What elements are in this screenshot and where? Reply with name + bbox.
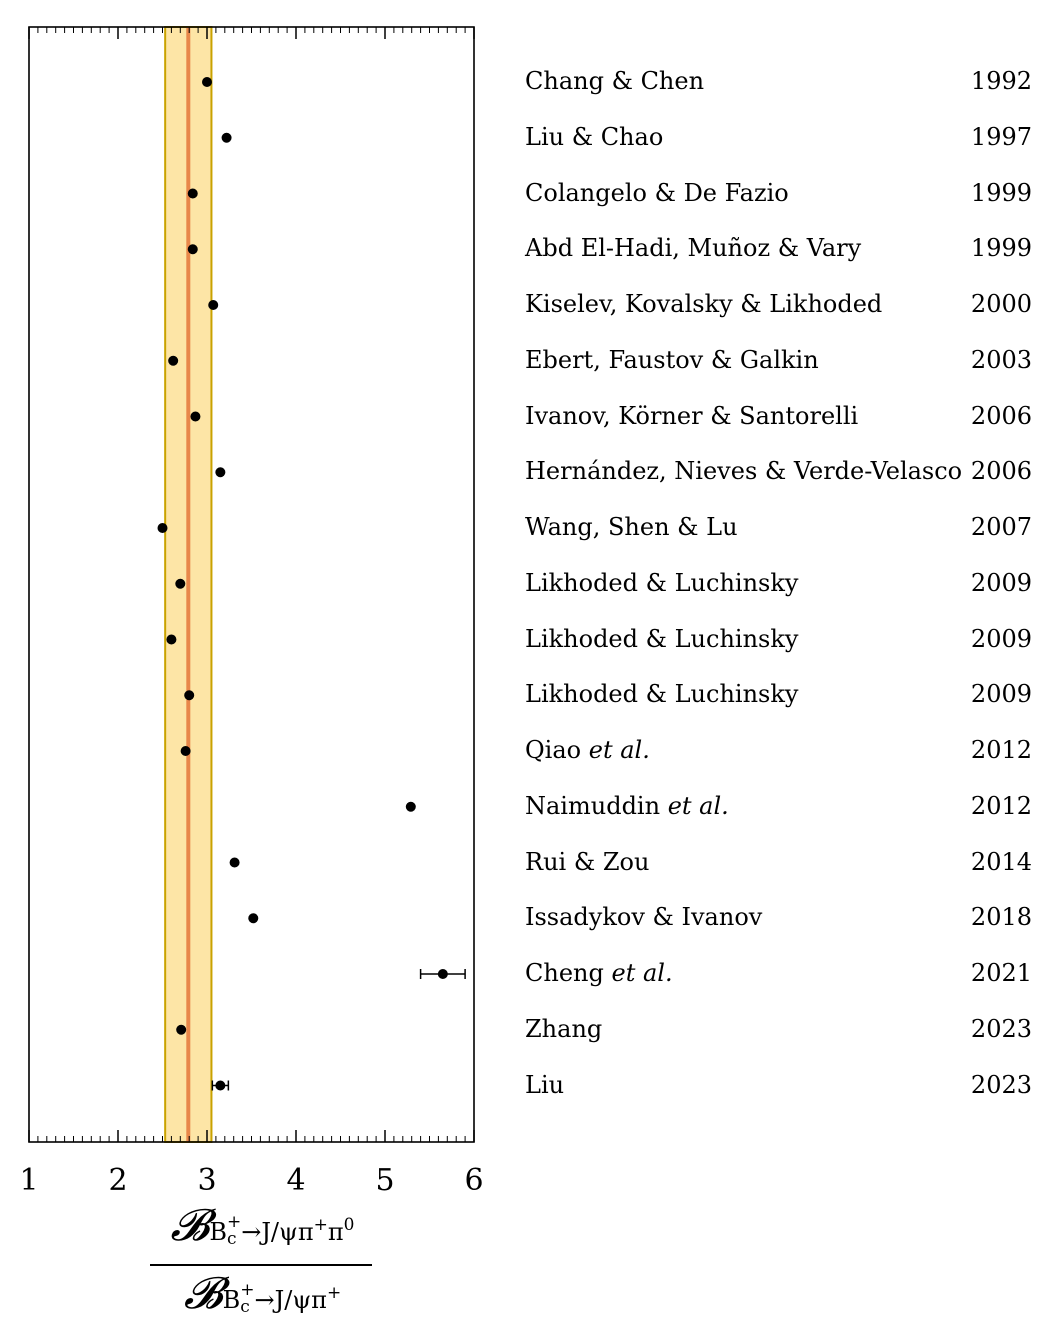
reference-author: Hernández, Nieves & Verde-Velasco (525, 457, 963, 486)
reference-year: 2006 (970, 401, 1032, 430)
x-tick-label: 3 (197, 1163, 217, 1198)
num-process: B (209, 1218, 227, 1246)
reference-author: Liu (525, 1070, 565, 1099)
num-pi2-sup: 0 (343, 1215, 355, 1235)
reference-row (0, 902, 1050, 932)
reference-author: Chang & Chen (525, 67, 705, 95)
x-axis-label-denominator (150, 1268, 375, 1319)
branching-symbol: 𝓑 (183, 1268, 223, 1319)
reference-row (0, 345, 1050, 375)
x-tick-label: 6 (464, 1163, 484, 1198)
den-process: B (222, 1286, 241, 1314)
reference-year: 2009 (970, 680, 1032, 709)
reference-year: 1997 (970, 122, 1032, 151)
num-final: →J/ψπ (241, 1218, 314, 1246)
reference-year: 1999 (970, 178, 1032, 207)
den-pi-sup: + (326, 1283, 342, 1303)
reference-row (0, 233, 1050, 263)
den-flavor: c (240, 1297, 250, 1317)
num-pi-sup: + (313, 1215, 328, 1235)
x-axis-label-numerator (150, 1200, 375, 1251)
reference-author: Likhoded & Luchinsky (525, 568, 799, 597)
x-tick-label: 1 (19, 1163, 39, 1198)
reference-author: Liu & Chao (525, 122, 664, 151)
reference-row (0, 66, 1050, 96)
reference-year: 1999 (970, 234, 1032, 263)
reference-row (0, 1014, 1050, 1044)
reference-year: 2003 (970, 345, 1032, 374)
reference-row (0, 847, 1050, 877)
reference-row (0, 512, 1050, 542)
reference-author: Likhoded & Luchinsky (525, 680, 799, 709)
reference-row (0, 679, 1050, 709)
reference-author: Zhang (525, 1014, 603, 1043)
reference-row (0, 735, 1050, 765)
reference-author: Naimuddin et al. (525, 791, 729, 820)
reference-author: Kiselev, Kovalsky & Likhoded (525, 290, 883, 318)
den-final: →J/ψπ (254, 1286, 327, 1314)
reference-row (0, 1070, 1050, 1100)
reference-row (0, 401, 1050, 431)
reference-author: Likhoded & Luchinsky (525, 624, 799, 653)
reference-author: Wang, Shen & Lu (525, 513, 738, 541)
reference-year: 1992 (970, 67, 1032, 95)
reference-year: 2023 (970, 1070, 1032, 1099)
reference-row (0, 456, 1050, 486)
reference-year: 2006 (970, 457, 1032, 486)
reference-row (0, 289, 1050, 319)
reference-row (0, 958, 1050, 988)
num-flavor: c (226, 1229, 237, 1249)
reference-year: 2014 (970, 847, 1032, 876)
reference-author: Colangelo & De Fazio (525, 178, 789, 207)
x-tick-label: 5 (375, 1163, 395, 1198)
reference-year: 2009 (970, 568, 1032, 597)
reference-year: 2007 (970, 513, 1032, 541)
reference-year: 2023 (970, 1014, 1032, 1043)
reference-year: 2018 (970, 903, 1032, 932)
reference-row (0, 624, 1050, 654)
x-axis-tick-labels (19, 1163, 483, 1198)
reference-year: 2012 (970, 791, 1032, 820)
x-tick-label: 4 (286, 1163, 306, 1198)
num-charge: + (226, 1212, 242, 1232)
reference-author: Cheng et al. (525, 959, 673, 987)
x-tick-label: 2 (108, 1163, 128, 1198)
reference-author: Ebert, Faustov & Galkin (525, 345, 819, 374)
reference-author: Qiao et al. (525, 736, 650, 764)
den-charge: + (240, 1280, 255, 1300)
reference-year: 2021 (970, 959, 1032, 987)
fraction-bar (150, 1264, 372, 1266)
reference-year: 2009 (970, 624, 1032, 653)
reference-author: Issadykov & Ivanov (525, 903, 763, 932)
reference-author: Abd El-Hadi, Muñoz & Vary (525, 234, 862, 263)
reference-row (0, 122, 1050, 152)
branching-symbol: 𝓑 (170, 1200, 210, 1251)
reference-author: Ivanov, Körner & Santorelli (525, 401, 859, 430)
reference-row (0, 568, 1050, 598)
reference-row (0, 791, 1050, 821)
reference-row (0, 178, 1050, 208)
reference-author: Rui & Zou (525, 847, 650, 876)
num-pi2: π (327, 1218, 344, 1246)
reference-year: 2012 (970, 736, 1032, 764)
reference-year: 2000 (970, 290, 1032, 318)
